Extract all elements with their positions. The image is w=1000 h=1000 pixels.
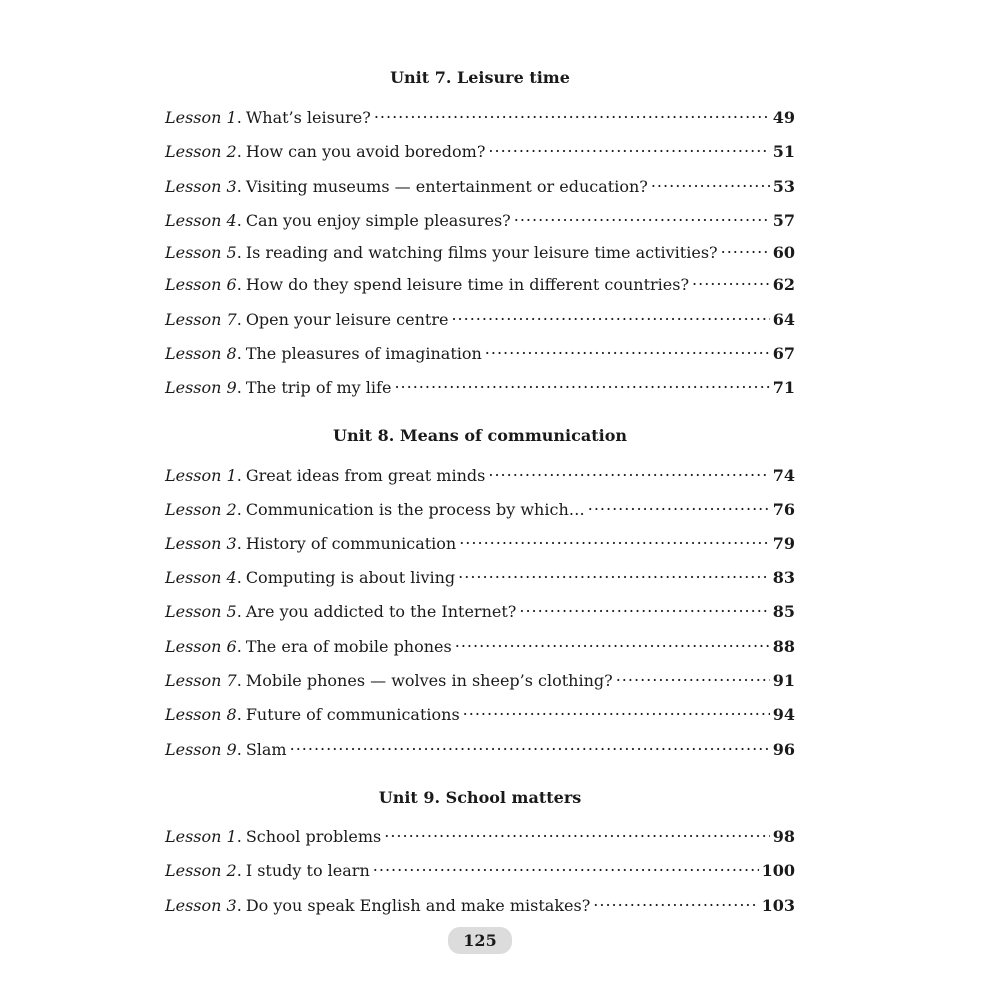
lesson-separator: . xyxy=(236,896,242,915)
lesson-title: How can you avoid boredom? xyxy=(245,142,486,161)
unit-heading: Unit 7. Leisure time xyxy=(390,68,570,87)
lesson-label: Lesson 2 xyxy=(165,861,237,880)
lesson-separator: . xyxy=(236,500,242,519)
toc-entry xyxy=(165,666,795,691)
dot-leader xyxy=(692,270,770,290)
unit-heading: Unit 9. School matters xyxy=(378,788,582,807)
lesson-label: Lesson 7 xyxy=(165,671,237,690)
toc-entry xyxy=(165,305,795,330)
lesson-title: Future of communications xyxy=(245,705,460,724)
dot-leader xyxy=(721,238,770,258)
lesson-title: I study to learn xyxy=(245,861,370,880)
dot-leader xyxy=(593,891,758,911)
page-number: 74 xyxy=(772,466,795,485)
lesson-label: Lesson 8 xyxy=(165,344,237,363)
lesson-label: Lesson 2 xyxy=(165,142,237,161)
toc-entry xyxy=(165,822,795,847)
lesson-separator: . xyxy=(236,344,242,363)
lesson-label: Lesson 4 xyxy=(165,211,237,230)
page-number: 49 xyxy=(772,108,795,127)
lesson-separator: . xyxy=(236,534,242,553)
dot-leader xyxy=(485,339,770,359)
toc-entry xyxy=(165,238,795,263)
lesson-label: Lesson 1 xyxy=(165,466,237,485)
lesson-label: Lesson 5 xyxy=(165,243,237,262)
lesson-separator: . xyxy=(236,275,242,294)
unit-heading: Unit 8. Means of communication xyxy=(333,426,627,445)
lesson-label: Lesson 2 xyxy=(165,500,237,519)
page-number-badge: 125 xyxy=(448,927,512,954)
lesson-separator: . xyxy=(236,705,242,724)
page-number: 91 xyxy=(772,671,795,690)
page-number: 62 xyxy=(772,275,795,294)
lesson-title: The era of mobile phones xyxy=(245,637,452,656)
lesson-separator: . xyxy=(236,466,242,485)
page-number: 96 xyxy=(772,740,795,759)
dot-leader xyxy=(588,495,770,515)
dot-leader xyxy=(651,172,770,192)
lesson-label: Lesson 3 xyxy=(165,177,237,196)
lesson-separator: . xyxy=(236,243,242,262)
dot-leader xyxy=(488,137,769,157)
lesson-title: History of communication xyxy=(245,534,457,553)
lesson-separator: . xyxy=(236,177,242,196)
dot-leader xyxy=(455,632,770,652)
page-number: 100 xyxy=(761,861,795,880)
lesson-title: Is reading and watching films your leisure time activities? xyxy=(245,243,718,262)
lesson-title: Visiting museums — entertainment or education? xyxy=(245,177,648,196)
toc-entry xyxy=(165,495,795,520)
lesson-separator: . xyxy=(236,142,242,161)
page-number: 94 xyxy=(772,705,795,724)
toc-entry xyxy=(165,103,795,128)
lesson-title: Do you speak English and make mistakes? xyxy=(245,896,591,915)
toc-entry xyxy=(165,339,795,364)
page-number: 57 xyxy=(772,211,795,230)
lesson-separator: . xyxy=(236,310,242,329)
toc-entry xyxy=(165,529,795,554)
lesson-title: What’s leisure? xyxy=(245,108,371,127)
lesson-separator: . xyxy=(236,740,242,759)
dot-leader xyxy=(458,563,770,583)
toc-entry xyxy=(165,563,795,588)
lesson-title: The trip of my life xyxy=(245,378,392,397)
lesson-label: Lesson 6 xyxy=(165,275,237,294)
lesson-title: Can you enjoy simple pleasures? xyxy=(245,211,511,230)
lesson-separator: . xyxy=(236,602,242,621)
dot-leader xyxy=(290,735,770,755)
lesson-label: Lesson 3 xyxy=(165,896,237,915)
toc-entry xyxy=(165,137,795,162)
lesson-separator: . xyxy=(236,637,242,656)
page-number: 83 xyxy=(772,568,795,587)
toc-entry xyxy=(165,891,795,916)
page-number: 85 xyxy=(772,602,795,621)
toc-entry xyxy=(165,700,795,725)
lesson-title: The pleasures of imagination xyxy=(245,344,482,363)
toc-entry xyxy=(165,597,795,622)
lesson-separator: . xyxy=(236,108,242,127)
page-number: 88 xyxy=(772,637,795,656)
lesson-title: Are you addicted to the Internet? xyxy=(245,602,517,621)
page-number: 60 xyxy=(772,243,795,262)
lesson-separator: . xyxy=(236,568,242,587)
lesson-label: Lesson 9 xyxy=(165,740,237,759)
page-number: 71 xyxy=(772,378,795,397)
toc-entry xyxy=(165,856,795,881)
toc-entry xyxy=(165,735,795,760)
dot-leader xyxy=(394,373,769,393)
toc-entry xyxy=(165,632,795,657)
dot-leader xyxy=(373,856,759,876)
lesson-title: Computing is about living xyxy=(245,568,456,587)
lesson-separator: . xyxy=(236,861,242,880)
page-number: 79 xyxy=(772,534,795,553)
page-number: 76 xyxy=(772,500,795,519)
lesson-separator: . xyxy=(236,211,242,230)
lesson-title: How do they spend leisure time in different countries? xyxy=(245,275,690,294)
page-number: 103 xyxy=(761,896,795,915)
page-number: 98 xyxy=(772,827,795,846)
lesson-title: Mobile phones — wolves in sheep’s clothing? xyxy=(245,671,613,690)
toc-entry xyxy=(165,270,795,295)
lesson-label: Lesson 7 xyxy=(165,310,237,329)
lesson-label: Lesson 6 xyxy=(165,637,237,656)
dot-leader xyxy=(459,529,770,549)
lesson-separator: . xyxy=(236,378,242,397)
page-number: 51 xyxy=(772,142,795,161)
dot-leader xyxy=(616,666,770,686)
dot-leader xyxy=(451,305,769,325)
dot-leader xyxy=(488,461,769,481)
lesson-label: Lesson 3 xyxy=(165,534,237,553)
dot-leader xyxy=(384,822,769,842)
lesson-separator: . xyxy=(236,827,242,846)
page-number: 67 xyxy=(772,344,795,363)
lesson-title: School problems xyxy=(245,827,382,846)
toc-entry xyxy=(165,373,795,398)
lesson-title: Slam xyxy=(245,740,287,759)
toc-entry xyxy=(165,461,795,486)
lesson-label: Lesson 9 xyxy=(165,378,237,397)
lesson-label: Lesson 8 xyxy=(165,705,237,724)
toc-entry xyxy=(165,206,795,231)
lesson-title: Open your leisure centre xyxy=(245,310,449,329)
lesson-label: Lesson 4 xyxy=(165,568,237,587)
page-number: 53 xyxy=(772,177,795,196)
lesson-label: Lesson 5 xyxy=(165,602,237,621)
lesson-label: Lesson 1 xyxy=(165,827,237,846)
dot-leader xyxy=(463,700,770,720)
lesson-title: Communication is the process by which… xyxy=(245,500,585,519)
dot-leader xyxy=(374,103,770,123)
dot-leader xyxy=(514,206,770,226)
lesson-title: Great ideas from great minds xyxy=(245,466,486,485)
toc-entry xyxy=(165,172,795,197)
page-number: 64 xyxy=(772,310,795,329)
dot-leader xyxy=(519,597,769,617)
lesson-separator: . xyxy=(236,671,242,690)
lesson-label: Lesson 1 xyxy=(165,108,237,127)
